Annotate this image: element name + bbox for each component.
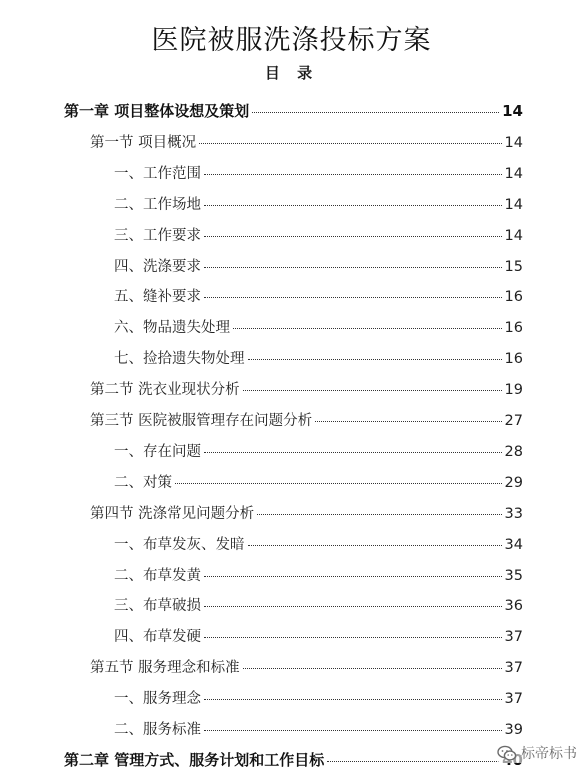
toc-entry-page-number: 19 — [504, 382, 523, 399]
toc-entry-label: 四、布草发硬 — [114, 629, 201, 646]
toc-entry-page-number: 35 — [504, 567, 523, 584]
toc-entry-label: 六、物品遗失处理 — [114, 320, 230, 337]
toc-entry-page-number: 28 — [504, 443, 523, 460]
toc-entry-page-number: 37 — [504, 691, 523, 708]
toc-leader-dots — [248, 545, 502, 546]
toc-heading: 目 录 — [264, 64, 319, 82]
toc-entry-page-number: 14 — [504, 165, 523, 182]
toc-leader-dots — [252, 112, 499, 113]
toc-leader-dots — [248, 359, 502, 360]
toc-entry-page-number: 16 — [504, 320, 523, 337]
toc-entry-label: 二、布草发黄 — [114, 567, 201, 584]
toc-subsection-entry[interactable] — [114, 440, 523, 462]
toc-leader-dots — [243, 668, 502, 669]
toc-entry-page-number: 39 — [504, 722, 523, 738]
toc-subsection-entry[interactable] — [114, 224, 523, 246]
toc-chapter-entry[interactable] — [64, 749, 523, 771]
toc-entry-page-number: 14 — [504, 196, 523, 213]
toc-entry-label: 一、布草发灰、发暗 — [114, 536, 245, 553]
toc-entry-page-number: 29 — [504, 474, 523, 491]
toc-leader-dots — [204, 730, 502, 731]
watermark — [497, 743, 577, 763]
toc-entry-label: 二、服务标准 — [114, 722, 201, 738]
toc-section-entry[interactable] — [90, 656, 523, 678]
toc-entry-page-number: 14 — [502, 102, 523, 120]
toc-leader-dots — [204, 236, 502, 237]
toc-leader-dots — [204, 267, 502, 268]
toc-leader-dots — [233, 328, 502, 329]
toc-subsection-entry[interactable] — [114, 718, 523, 740]
toc-subsection-entry[interactable] — [114, 533, 523, 555]
toc-leader-dots — [204, 297, 502, 298]
toc-entry-label: 第二章 管理方式、服务计划和工作目标 — [64, 750, 325, 769]
toc-section-entry[interactable] — [90, 409, 523, 431]
toc-entry-page-number: 37 — [504, 660, 523, 677]
toc-entry-label: 第三节 医院被服管理存在问题分析 — [90, 413, 313, 429]
toc-leader-dots — [204, 576, 502, 577]
toc-subsection-entry[interactable] — [114, 193, 523, 215]
toc-entry-page-number: 14 — [504, 227, 523, 244]
toc-entry-label: 第一章 项目整体设想及策划 — [64, 102, 250, 120]
toc-entry-label: 三、工作要求 — [114, 227, 201, 244]
toc-section-entry[interactable] — [90, 131, 523, 153]
toc-leader-dots — [204, 205, 502, 206]
toc-leader-dots — [199, 143, 501, 144]
toc-subsection-entry[interactable] — [114, 255, 523, 277]
toc-leader-dots — [327, 761, 499, 762]
toc-subsection-entry[interactable] — [114, 471, 523, 493]
toc-entry-page-number: 15 — [504, 258, 523, 275]
toc-entry-page-number: 33 — [504, 505, 523, 522]
toc-entry-label: 二、对策 — [114, 474, 172, 491]
toc-entry-page-number: 34 — [504, 536, 523, 553]
toc-subsection-entry[interactable] — [114, 162, 523, 184]
document-title: 医院被服洗涤投标方案 — [151, 25, 432, 56]
toc-entry-label: 第四节 洗涤常见问题分析 — [90, 505, 255, 522]
toc-entry-page-number: 16 — [504, 289, 523, 306]
toc-entry-label: 四、洗涤要求 — [114, 258, 201, 275]
toc-subsection-entry[interactable] — [114, 564, 523, 586]
toc-entry-label: 七、捡拾遗失物处理 — [114, 351, 245, 368]
toc-entry-page-number: 37 — [504, 629, 523, 646]
toc-entry-label: 第五节 服务理念和标准 — [90, 660, 240, 677]
toc-subsection-entry[interactable] — [114, 347, 523, 369]
toc-leader-dots — [175, 483, 502, 484]
toc-subsection-entry[interactable] — [114, 285, 523, 307]
toc-entry-label: 三、布草破损 — [114, 598, 201, 615]
toc-leader-dots — [243, 390, 502, 391]
toc-chapter-entry[interactable] — [64, 100, 523, 122]
toc-entry-label: 一、服务理念 — [114, 691, 201, 708]
toc-subsection-entry[interactable] — [114, 625, 523, 647]
toc-leader-dots — [204, 699, 502, 700]
toc-entry-page-number: 27 — [504, 413, 523, 429]
toc-leader-dots — [204, 637, 502, 638]
toc-entry-label: 二、工作场地 — [114, 196, 201, 213]
toc-leader-dots — [257, 514, 501, 515]
wechat-logo-icon — [497, 745, 517, 762]
toc-leader-dots — [204, 606, 502, 607]
toc-entry-label: 五、缝补要求 — [114, 289, 201, 306]
toc-section-entry[interactable] — [90, 378, 523, 400]
toc-subsection-entry[interactable] — [114, 594, 523, 616]
toc-leader-dots — [204, 452, 502, 453]
toc-entry-label: 一、存在问题 — [114, 443, 201, 460]
watermark-text: 标帝标书 — [521, 746, 577, 762]
toc-leader-dots — [204, 174, 502, 175]
toc-section-entry[interactable] — [90, 502, 523, 524]
toc-entry-page-number: 14 — [504, 134, 523, 151]
toc-subsection-entry[interactable] — [114, 316, 523, 338]
toc-subsection-entry[interactable] — [114, 687, 523, 709]
toc-leader-dots — [315, 421, 501, 422]
toc-entry-label: 第一节 项目概况 — [90, 134, 197, 151]
toc-entry-label: 第二节 洗衣业现状分析 — [90, 382, 240, 399]
toc-entry-page-number: 36 — [504, 598, 523, 615]
toc-entry-page-number: 16 — [504, 351, 523, 368]
toc-entry-label: 一、工作范围 — [114, 165, 201, 182]
